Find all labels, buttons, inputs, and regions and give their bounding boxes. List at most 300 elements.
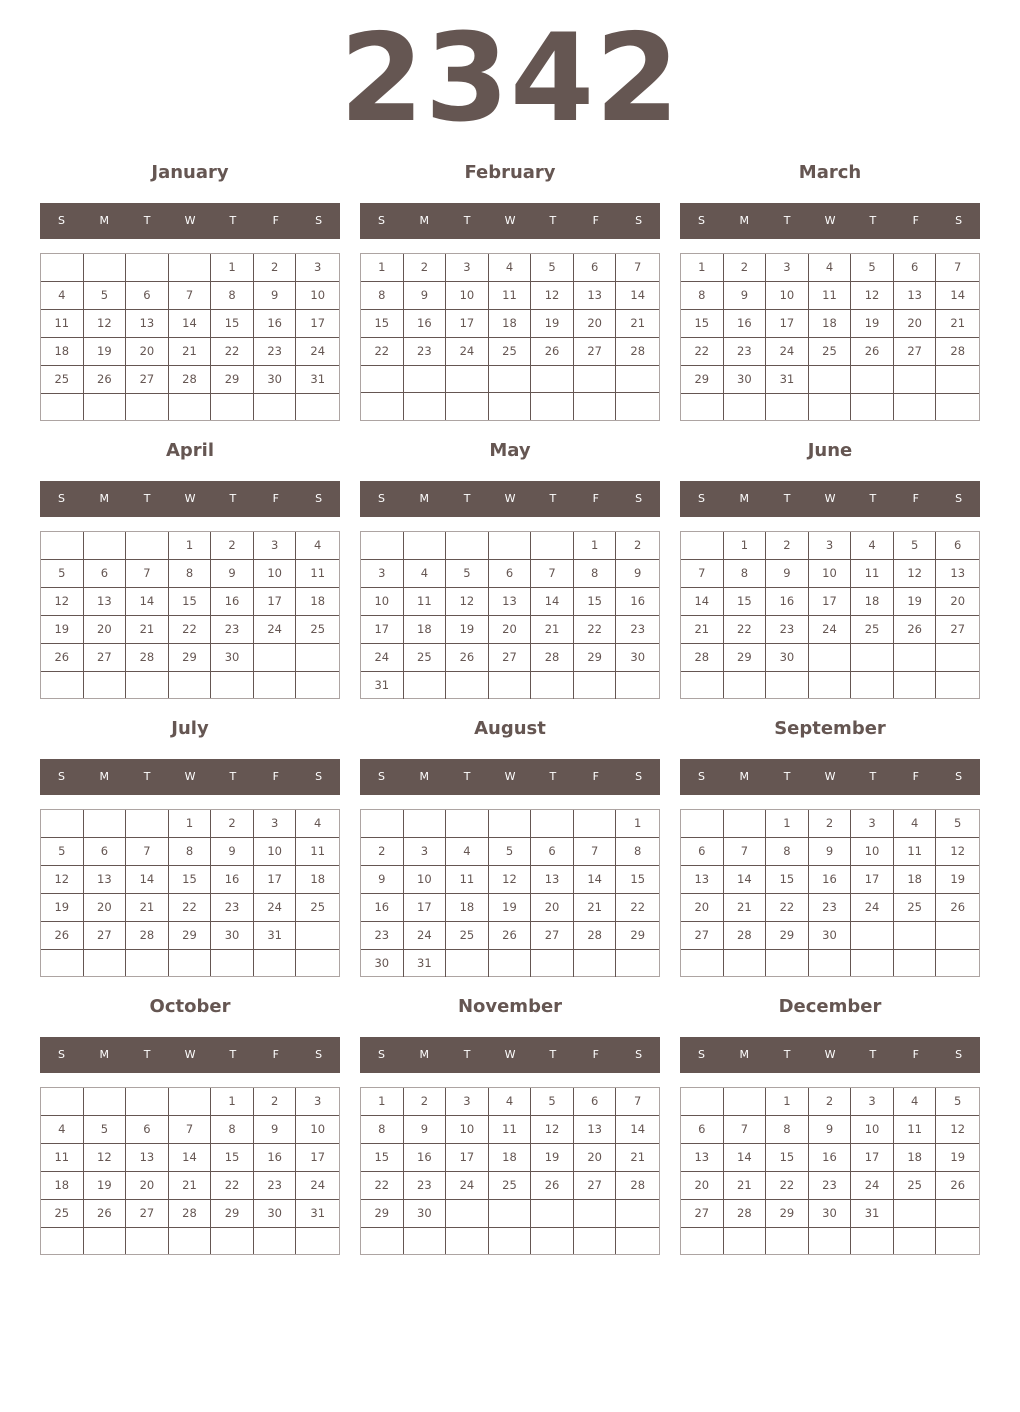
day-cell: 7 bbox=[616, 1088, 659, 1116]
day-grid bbox=[360, 1087, 660, 1255]
day-cell: 30 bbox=[211, 644, 254, 672]
day-cell bbox=[851, 672, 894, 698]
day-cell: 8 bbox=[169, 838, 212, 866]
day-cell: 8 bbox=[766, 1116, 809, 1144]
day-cell: 23 bbox=[616, 616, 659, 644]
day-cell: 29 bbox=[724, 644, 767, 672]
day-grid bbox=[360, 531, 660, 699]
day-cell: 21 bbox=[169, 338, 212, 366]
day-cell: 15 bbox=[211, 310, 254, 338]
weekday-label: W bbox=[824, 214, 836, 227]
day-cell bbox=[254, 394, 297, 420]
weekday-label: M bbox=[419, 770, 430, 783]
day-cell: 8 bbox=[361, 282, 404, 310]
weekday-label: F bbox=[272, 214, 279, 227]
day-cell bbox=[254, 1228, 297, 1254]
day-cell: 6 bbox=[84, 560, 127, 588]
day-cell: 9 bbox=[404, 1116, 447, 1144]
day-cell: 22 bbox=[169, 616, 212, 644]
day-cell: 31 bbox=[404, 950, 447, 977]
weekday-header bbox=[360, 203, 660, 239]
day-cell: 30 bbox=[404, 1200, 447, 1228]
day-cell bbox=[84, 950, 127, 976]
day-cell bbox=[809, 950, 852, 976]
weekday-label: T bbox=[463, 214, 471, 227]
day-cell: 9 bbox=[766, 560, 809, 588]
day-cell: 23 bbox=[404, 1172, 447, 1200]
day-cell: 17 bbox=[446, 1144, 489, 1172]
weekday-header bbox=[680, 481, 980, 517]
day-cell: 17 bbox=[809, 588, 852, 616]
day-cell: 14 bbox=[169, 1144, 212, 1172]
month-title: February bbox=[464, 162, 556, 183]
day-cell: 20 bbox=[531, 894, 574, 922]
day-cell: 16 bbox=[211, 866, 254, 894]
day-cell: 4 bbox=[446, 838, 489, 866]
day-cell: 9 bbox=[809, 838, 852, 866]
day-cell bbox=[574, 672, 617, 699]
day-cell: 24 bbox=[254, 616, 297, 644]
day-cell bbox=[446, 366, 489, 393]
day-cell: 10 bbox=[254, 560, 297, 588]
day-cell: 30 bbox=[809, 922, 852, 950]
day-cell: 4 bbox=[296, 810, 339, 838]
day-cell: 24 bbox=[446, 338, 489, 366]
day-cell bbox=[936, 1200, 979, 1228]
day-cell: 3 bbox=[361, 560, 404, 588]
day-cell: 16 bbox=[616, 588, 659, 616]
day-cell: 5 bbox=[41, 560, 84, 588]
day-cell: 4 bbox=[404, 560, 447, 588]
day-cell: 6 bbox=[126, 1116, 169, 1144]
day-cell: 11 bbox=[489, 1116, 532, 1144]
weekday-label: F bbox=[912, 214, 919, 227]
day-cell: 2 bbox=[211, 532, 254, 560]
day-cell: 18 bbox=[446, 894, 489, 922]
day-cell: 6 bbox=[894, 254, 937, 282]
day-cell: 4 bbox=[41, 282, 84, 310]
day-cell: 16 bbox=[404, 1144, 447, 1172]
weekday-label: S bbox=[697, 214, 705, 227]
day-cell bbox=[766, 1228, 809, 1254]
weekday-label: M bbox=[99, 492, 110, 505]
day-cell: 19 bbox=[936, 1144, 979, 1172]
day-cell: 14 bbox=[126, 866, 169, 894]
weekday-label: S bbox=[315, 492, 323, 505]
day-cell: 5 bbox=[84, 282, 127, 310]
day-cell: 20 bbox=[681, 894, 724, 922]
weekday-label: S bbox=[315, 214, 323, 227]
day-grid bbox=[40, 531, 340, 699]
weekday-label: T bbox=[783, 770, 791, 783]
weekday-label: M bbox=[419, 214, 430, 227]
day-cell bbox=[361, 532, 404, 560]
day-cell bbox=[574, 950, 617, 977]
day-cell: 29 bbox=[681, 366, 724, 394]
day-cell: 14 bbox=[936, 282, 979, 310]
day-cell: 8 bbox=[724, 560, 767, 588]
day-cell bbox=[296, 672, 339, 698]
weekday-label: S bbox=[315, 770, 323, 783]
weekday-header bbox=[360, 481, 660, 517]
day-cell bbox=[851, 366, 894, 394]
day-cell: 7 bbox=[126, 838, 169, 866]
day-cell: 28 bbox=[724, 1200, 767, 1228]
day-cell: 27 bbox=[681, 922, 724, 950]
day-cell: 19 bbox=[41, 616, 84, 644]
day-cell: 24 bbox=[809, 616, 852, 644]
day-cell bbox=[616, 366, 659, 393]
day-cell bbox=[404, 532, 447, 560]
day-cell bbox=[531, 950, 574, 977]
day-cell: 23 bbox=[809, 894, 852, 922]
weekday-label: T bbox=[869, 1048, 877, 1061]
month-title: June bbox=[807, 440, 853, 461]
day-cell: 15 bbox=[169, 866, 212, 894]
day-cell: 23 bbox=[254, 1172, 297, 1200]
day-cell: 19 bbox=[84, 338, 127, 366]
month-title: December bbox=[778, 996, 882, 1017]
day-cell: 11 bbox=[809, 282, 852, 310]
weekday-label: W bbox=[824, 492, 836, 505]
day-cell bbox=[894, 672, 937, 698]
weekday-label: M bbox=[739, 492, 750, 505]
day-cell: 26 bbox=[41, 922, 84, 950]
day-cell: 8 bbox=[766, 838, 809, 866]
day-cell: 7 bbox=[681, 560, 724, 588]
day-cell: 15 bbox=[766, 866, 809, 894]
day-cell: 17 bbox=[296, 310, 339, 338]
day-cell bbox=[126, 672, 169, 698]
weekday-label: M bbox=[739, 770, 750, 783]
day-cell: 22 bbox=[361, 338, 404, 366]
day-cell: 5 bbox=[84, 1116, 127, 1144]
day-cell: 9 bbox=[361, 866, 404, 894]
day-cell: 26 bbox=[446, 644, 489, 672]
day-cell: 17 bbox=[254, 588, 297, 616]
day-cell: 14 bbox=[574, 866, 617, 894]
day-cell: 22 bbox=[211, 1172, 254, 1200]
day-cell bbox=[126, 810, 169, 838]
day-cell bbox=[361, 1228, 404, 1254]
weekday-label: F bbox=[272, 492, 279, 505]
weekday-label: T bbox=[549, 492, 557, 505]
weekday-label: W bbox=[504, 214, 516, 227]
month-title: May bbox=[489, 440, 531, 461]
day-cell bbox=[851, 922, 894, 950]
day-cell bbox=[169, 672, 212, 698]
day-cell bbox=[809, 1228, 852, 1254]
day-cell: 10 bbox=[254, 838, 297, 866]
day-cell: 5 bbox=[41, 838, 84, 866]
day-cell: 13 bbox=[894, 282, 937, 310]
day-cell bbox=[489, 672, 532, 699]
day-cell bbox=[361, 393, 404, 420]
day-cell: 31 bbox=[851, 1200, 894, 1228]
day-cell: 13 bbox=[681, 1144, 724, 1172]
day-cell: 3 bbox=[809, 532, 852, 560]
day-cell: 10 bbox=[296, 1116, 339, 1144]
day-cell: 13 bbox=[531, 866, 574, 894]
day-cell: 8 bbox=[211, 282, 254, 310]
day-cell bbox=[84, 810, 127, 838]
day-cell: 12 bbox=[851, 282, 894, 310]
day-cell: 28 bbox=[616, 338, 659, 366]
day-cell bbox=[84, 1088, 127, 1116]
month-title: January bbox=[151, 162, 229, 183]
day-cell bbox=[936, 394, 979, 420]
day-cell: 24 bbox=[766, 338, 809, 366]
weekday-label: S bbox=[635, 214, 643, 227]
day-cell bbox=[681, 672, 724, 698]
day-cell bbox=[766, 394, 809, 420]
day-cell: 25 bbox=[489, 338, 532, 366]
weekday-label: T bbox=[783, 1048, 791, 1061]
day-cell: 2 bbox=[616, 532, 659, 560]
weekday-header bbox=[360, 759, 660, 795]
weekday-label: F bbox=[592, 492, 599, 505]
day-cell: 1 bbox=[724, 532, 767, 560]
day-cell: 25 bbox=[894, 1172, 937, 1200]
day-cell bbox=[724, 1088, 767, 1116]
day-cell bbox=[936, 672, 979, 698]
day-cell: 21 bbox=[616, 1144, 659, 1172]
day-cell bbox=[211, 672, 254, 698]
day-cell bbox=[724, 394, 767, 420]
day-cell: 18 bbox=[809, 310, 852, 338]
day-cell bbox=[574, 366, 617, 393]
day-cell bbox=[681, 1228, 724, 1254]
weekday-label: W bbox=[184, 770, 196, 783]
day-cell bbox=[766, 672, 809, 698]
weekday-label: T bbox=[143, 214, 151, 227]
day-cell bbox=[531, 532, 574, 560]
day-cell: 7 bbox=[724, 1116, 767, 1144]
day-cell bbox=[809, 394, 852, 420]
day-cell bbox=[936, 366, 979, 394]
day-cell: 26 bbox=[84, 1200, 127, 1228]
weekday-header bbox=[680, 1037, 980, 1073]
day-cell: 12 bbox=[446, 588, 489, 616]
day-cell: 15 bbox=[616, 866, 659, 894]
day-cell: 7 bbox=[574, 838, 617, 866]
day-cell: 3 bbox=[254, 810, 297, 838]
month-february bbox=[360, 161, 660, 423]
day-cell bbox=[446, 393, 489, 420]
day-cell: 23 bbox=[404, 338, 447, 366]
day-cell bbox=[41, 394, 84, 420]
day-cell: 22 bbox=[766, 894, 809, 922]
day-cell: 15 bbox=[211, 1144, 254, 1172]
day-cell bbox=[851, 950, 894, 976]
day-cell: 31 bbox=[296, 366, 339, 394]
day-cell: 23 bbox=[211, 616, 254, 644]
day-cell bbox=[681, 1088, 724, 1116]
day-cell: 19 bbox=[531, 1144, 574, 1172]
day-cell: 5 bbox=[936, 1088, 979, 1116]
day-cell: 9 bbox=[616, 560, 659, 588]
day-cell: 2 bbox=[254, 254, 297, 282]
day-cell: 19 bbox=[84, 1172, 127, 1200]
day-cell bbox=[894, 1200, 937, 1228]
day-cell: 11 bbox=[894, 1116, 937, 1144]
day-cell: 25 bbox=[851, 616, 894, 644]
day-cell: 4 bbox=[296, 532, 339, 560]
day-cell: 12 bbox=[84, 1144, 127, 1172]
day-cell: 21 bbox=[724, 1172, 767, 1200]
day-cell bbox=[361, 366, 404, 393]
day-cell: 10 bbox=[851, 838, 894, 866]
day-cell: 8 bbox=[211, 1116, 254, 1144]
day-cell: 20 bbox=[126, 1172, 169, 1200]
day-cell bbox=[894, 1228, 937, 1254]
day-cell: 4 bbox=[809, 254, 852, 282]
day-cell: 18 bbox=[489, 310, 532, 338]
weekday-label: W bbox=[504, 492, 516, 505]
day-cell bbox=[126, 950, 169, 976]
weekday-label: M bbox=[739, 214, 750, 227]
day-cell: 6 bbox=[84, 838, 127, 866]
day-cell: 28 bbox=[126, 922, 169, 950]
day-cell: 9 bbox=[211, 560, 254, 588]
day-cell: 29 bbox=[211, 366, 254, 394]
day-cell: 14 bbox=[531, 588, 574, 616]
day-cell bbox=[489, 532, 532, 560]
day-cell: 18 bbox=[894, 866, 937, 894]
day-cell: 20 bbox=[936, 588, 979, 616]
day-cell: 1 bbox=[616, 810, 659, 838]
day-cell bbox=[361, 810, 404, 838]
day-cell bbox=[851, 1228, 894, 1254]
weekday-header bbox=[360, 1037, 660, 1073]
day-cell: 11 bbox=[851, 560, 894, 588]
weekday-label: S bbox=[697, 492, 705, 505]
day-cell: 26 bbox=[531, 1172, 574, 1200]
day-cell: 7 bbox=[126, 560, 169, 588]
day-cell: 12 bbox=[41, 588, 84, 616]
day-cell: 25 bbox=[489, 1172, 532, 1200]
day-cell: 10 bbox=[404, 866, 447, 894]
day-cell: 17 bbox=[766, 310, 809, 338]
day-cell: 24 bbox=[296, 1172, 339, 1200]
day-cell bbox=[84, 532, 127, 560]
day-cell: 14 bbox=[616, 282, 659, 310]
day-cell: 2 bbox=[809, 1088, 852, 1116]
day-cell bbox=[531, 810, 574, 838]
day-cell: 21 bbox=[126, 616, 169, 644]
day-cell: 16 bbox=[254, 1144, 297, 1172]
weekday-label: S bbox=[57, 214, 65, 227]
day-cell: 11 bbox=[296, 838, 339, 866]
day-cell: 8 bbox=[169, 560, 212, 588]
weekday-label: S bbox=[955, 770, 963, 783]
day-cell bbox=[41, 1088, 84, 1116]
day-cell: 11 bbox=[894, 838, 937, 866]
weekday-label: W bbox=[824, 1048, 836, 1061]
day-cell bbox=[211, 1228, 254, 1254]
weekday-label: T bbox=[143, 1048, 151, 1061]
day-cell: 5 bbox=[489, 838, 532, 866]
day-cell: 16 bbox=[361, 894, 404, 922]
day-cell: 17 bbox=[446, 310, 489, 338]
weekday-label: T bbox=[463, 492, 471, 505]
day-cell: 1 bbox=[169, 532, 212, 560]
day-cell bbox=[489, 366, 532, 393]
day-cell: 19 bbox=[446, 616, 489, 644]
weekday-label: T bbox=[229, 214, 237, 227]
day-cell: 7 bbox=[724, 838, 767, 866]
weekday-label: F bbox=[272, 1048, 279, 1061]
day-cell: 3 bbox=[446, 254, 489, 282]
day-cell: 20 bbox=[489, 616, 532, 644]
weekday-label: T bbox=[549, 1048, 557, 1061]
day-cell: 2 bbox=[404, 1088, 447, 1116]
day-cell: 26 bbox=[489, 922, 532, 950]
day-cell bbox=[681, 532, 724, 560]
day-cell: 17 bbox=[296, 1144, 339, 1172]
day-cell: 27 bbox=[681, 1200, 724, 1228]
day-cell: 19 bbox=[489, 894, 532, 922]
day-cell bbox=[681, 950, 724, 976]
weekday-label: S bbox=[57, 770, 65, 783]
day-cell: 13 bbox=[126, 310, 169, 338]
day-cell bbox=[211, 394, 254, 420]
day-cell bbox=[489, 393, 532, 420]
day-cell: 12 bbox=[894, 560, 937, 588]
day-cell: 4 bbox=[489, 254, 532, 282]
day-cell: 16 bbox=[809, 1144, 852, 1172]
weekday-header bbox=[40, 203, 340, 239]
day-cell: 21 bbox=[531, 616, 574, 644]
day-cell bbox=[404, 1228, 447, 1254]
weekday-label: T bbox=[783, 214, 791, 227]
weekday-label: F bbox=[912, 492, 919, 505]
day-cell bbox=[616, 393, 659, 420]
day-cell bbox=[936, 922, 979, 950]
day-cell: 24 bbox=[851, 1172, 894, 1200]
day-cell: 2 bbox=[361, 838, 404, 866]
day-cell: 27 bbox=[894, 338, 937, 366]
day-cell: 9 bbox=[254, 282, 297, 310]
day-cell: 10 bbox=[446, 1116, 489, 1144]
day-cell: 12 bbox=[531, 1116, 574, 1144]
weekday-label: M bbox=[99, 214, 110, 227]
month-title: October bbox=[149, 996, 231, 1017]
day-cell: 18 bbox=[404, 616, 447, 644]
day-cell: 21 bbox=[126, 894, 169, 922]
day-cell bbox=[84, 254, 127, 282]
weekday-label: T bbox=[783, 492, 791, 505]
day-cell: 14 bbox=[169, 310, 212, 338]
day-cell: 7 bbox=[531, 560, 574, 588]
day-cell: 11 bbox=[446, 866, 489, 894]
day-cell bbox=[446, 672, 489, 699]
weekday-label: T bbox=[463, 770, 471, 783]
day-cell bbox=[724, 672, 767, 698]
weekday-label: S bbox=[697, 1048, 705, 1061]
day-cell: 4 bbox=[489, 1088, 532, 1116]
day-cell: 14 bbox=[126, 588, 169, 616]
day-cell: 13 bbox=[126, 1144, 169, 1172]
day-cell bbox=[126, 1228, 169, 1254]
day-cell: 14 bbox=[681, 588, 724, 616]
month-title: July bbox=[171, 718, 209, 739]
day-cell: 22 bbox=[616, 894, 659, 922]
day-cell: 16 bbox=[809, 866, 852, 894]
day-cell: 14 bbox=[616, 1116, 659, 1144]
day-cell: 19 bbox=[851, 310, 894, 338]
weekday-label: S bbox=[377, 492, 385, 505]
